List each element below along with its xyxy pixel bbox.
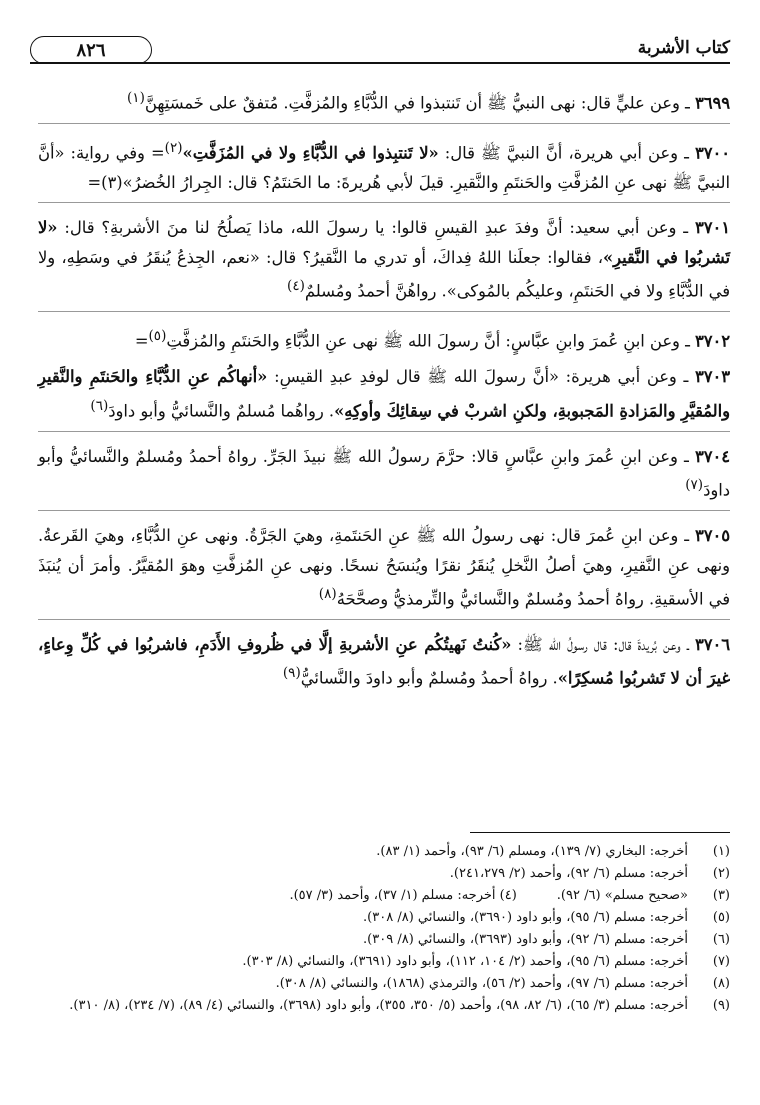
- hadith-number: ٣٧٠٦: [695, 634, 731, 654]
- footnote-item: (٧) أخرجه: مسلم (٦/ ٩٥)، وأحمد (٢/ ١٠٤، ١١٢)، وأبو داود (٣٦٩١)، والنسائي (٨/ ٣٠٣).: [242, 954, 730, 969]
- hadith-number: ٣٧٠٢: [695, 331, 730, 351]
- hadith-3699: [38, 84, 730, 124]
- hadith-text: ـ وعن ابنِ عُمرَ قال: نهى رسولُ الله ﷺ عنِ الحَنتَمةِ، وهيَ الجَرَّةُ. ونهى عنِ الدُّبَّاءِ، وهيَ القَرعةُ. ونهى عنِ النَّقيرِ، وهيَ أصلُ النَّخلِ يُنقَرُ نقرًا ويُنسَحُ نسحًا. ونهى عنِ المُزفَّتِ وهوَ المُقيَّرُ. وأمرَ أن يُنبَذَ في الأسقيةِ. رواهُ أحمدُ ومُسلمٌ والنَّسائيُّ والتِّرمذيُّ وصحَّحَهُ: [38, 526, 730, 609]
- footnote-item: (٢) أخرجه: مسلم (٦/ ٩٢)، وأحمد (٢/ ٢٤١،٢٧٩).: [449, 866, 730, 881]
- hadith-3703: ٣٧٠٣ ـ وعن أبي هريرة: «أنَّ رسولَ الله ﷺ قال لوفدِ عبدِ القيسِ: «أنهاكُم عنِ الدُّبَّاءِ والحَنتَمِ والنَّقيرِ والمُقيَّرِ والمَزادةِ المَجبوبةِ، ولكنِ اشربْ في سِقائِكَ وأوكِهِ». رواهُما مُسلمٌ والنَّسائيُّ وأبو داودَ$^{(٦)}$: [38, 362, 730, 431]
- footnotes: [38, 832, 730, 1017]
- hadith-number: ٣٧٠٣: [695, 367, 731, 387]
- footnote-ref: (٩): [282, 665, 301, 682]
- footnote-ref: (٢): [164, 139, 183, 156]
- footnote-ref: (٦): [90, 397, 109, 414]
- hadith-number: ٣٧٠٠: [695, 143, 730, 163]
- page-number: ٨٢٦: [30, 36, 152, 64]
- hadith-number: ٣٧٠١: [695, 218, 730, 238]
- hadith-text: ـ وعن ابنِ عُمرَ وابنِ عبَّاسٍ: أنَّ رسولَ الله ﷺ نهى عنِ الدُّبَّاءِ والحَنتَمِ والمُزفَّتِ: [166, 331, 696, 351]
- header-rule: [30, 62, 730, 64]
- footnote-item: (٣) «صحيح مسلم» (٦/ ٩٢).(٤) أخرجه: مسلم (١/ ٣٧)، وأحمد (٣/ ٥٧).: [289, 888, 730, 903]
- footnote-item: (٥) أخرجه: مسلم (٦/ ٩٥)، وأبو داود (٣٦٩٠)، والنسائي (٨/ ٣٠٨).: [363, 910, 730, 925]
- hadith-text: ـ وعن ابنِ عُمرَ وابنِ عبَّاسٍ قالا: حرَّمَ رسولُ الله ﷺ نبيذَ الجَرِّ. رواهُ أحمدُ ومُسلمٌ والنَّسائيُّ وأبو داودَ: [38, 446, 730, 500]
- hadith-text: ـ وعن بُريدةَ قال: قال رسولُ الله ﷺ:: [511, 634, 696, 654]
- page-header: [30, 38, 730, 78]
- hadith-text: ـ وعن أبي سعيد: أنَّ وفدَ عبدِ القيسِ قالوا: يا رسولَ الله، ماذا يَصلُحُ لنا منَ الأشربةِ؟ قال:: [57, 218, 696, 238]
- footnote-ref: (٥): [148, 328, 167, 345]
- hadith-3704: [38, 442, 730, 511]
- hadith-quote: «أنهاكُم عنِ الدُّبَّاءِ والحَنتَمِ والنَّقيرِ والمُقيَّرِ والمَزادةِ المَجبوبةِ، ولكنِ اشربْ في سِقائِكَ وأوكِهِ»: [38, 367, 730, 421]
- hadith-3701: ٣٧٠١ ـ وعن أبي سعيد: أنَّ وفدَ عبدِ القيسِ قالوا: يا رسولَ الله، ماذا يَصلُحُ لنا منَ الأشربةِ؟ قال: «لا تَشربُوا في النَّقيرِ»، فقالوا: جعلَنا اللهُ فِداكَ، أو تدري ما النَّقيرُ؟ قال: «نعم، الجِذعُ يُنقَرُ في وسَطِهِ، ولا في الدُّبَّاءِ ولا في الحَنتَمِ، وعليكُم بالمُوكى». رواهُنَّ أحمدُ ومُسلمٌ$^{(٤)}$: [38, 213, 730, 312]
- hadith-3700: ٣٧٠٠ ـ وعن أبي هريرة، أنَّ النبيَّ ﷺ قال: «لا تَنتبِذوا في الدُّبَّاءِ ولا في المُزَفَّتِ»$^{(٢)}$= وفي رواية: «أنَّ النبيَّ ﷺ نهى عنِ المُزفَّتِ والحَنتَمِ والنَّقيرِ. قيلَ لأبي هُريرةَ: ما الحَنتَمُ؟ قال: الجِرارُ الخُضرُ»(٣)=: [38, 134, 730, 203]
- footnote-item: (١) أخرجه: البخاري (٧/ ١٣٩)، ومسلم (٦/ ٩٣)، وأحمد (١/ ٨٣).: [376, 844, 730, 859]
- hadith-quote: «لا تَنتبِذوا في الدُّبَّاءِ ولا في المُزَفَّتِ»: [182, 143, 439, 163]
- hadith-number: ٣٦٩٩: [695, 93, 730, 113]
- footnote-ref: (٨): [318, 586, 337, 603]
- hadith-text: ـ وعن أبي هريرة: «أنَّ رسولَ الله ﷺ قال لوفدِ عبدِ القيسِ:: [267, 367, 696, 387]
- hadith-text: ـ وعن عليٍّ قال: نهى النبيُّ ﷺ أن تَنتبذوا في الدُّبَّاءِ والمُزفَّتِ. مُتفقٌ على خَمسَتِهِنَّ: [144, 93, 696, 113]
- hadith-3702: ٣٧٠٢ ـ وعن ابنِ عُمرَ وابنِ عبَّاسٍ: أنَّ رسولَ الله ﷺ نهى عنِ الدُّبَّاءِ والحَنتَمِ والمُزفَّتِ$^{(٥)}$=: [134, 328, 730, 351]
- hadith-number: ٣٧٠٤: [695, 446, 730, 466]
- footnote-ref: (٧): [685, 477, 704, 494]
- book-title: كتاب الأشربة: [637, 38, 730, 58]
- hadith-quote: «كُنتُ نَهيتُكُم عنِ الأشربةِ إلَّا في ظُروفِ الأَدَمِ، فاشربُوا في كُلِّ وِعاءٍ، غيرَ أن لا تَشربُوا مُسكِرًا»: [38, 634, 730, 688]
- footnote-ref: (١): [126, 90, 145, 106]
- footnote-rule: [470, 832, 730, 833]
- footnote-ref: (٤): [287, 278, 305, 295]
- footnote-item: (٦) أخرجه: مسلم (٦/ ٩٢)، وأبو داود (٣٦٩٣)، والنسائي (٨/ ٣٠٩).: [363, 932, 730, 947]
- footnote-item: (٨) أخرجه: مسلم (٦/ ٩٧)، وأحمد (٢/ ٥٦)، والترمذي (١٨٦٨)، والنسائي (٨/ ٣٠٨).: [275, 976, 730, 991]
- hadith-number: ٣٧٠٥: [695, 526, 730, 546]
- hadith-list: [38, 84, 730, 699]
- footnote-item: (٩) أخرجه: مسلم (٣/ ٦٥)، (٦/ ٨٢، ٩٨)، وأحمد (٥/ ٣٥٠، ٣٥٥)، وأبو داود (٣٦٩٨)، والنسائي (٤/ ٨٩)، (٧/ ٢٣٤)، (٨/ ٣١٠).: [69, 998, 730, 1013]
- hadith-quote: «لا تَشربُوا في النَّقيرِ»: [38, 218, 730, 267]
- hadith-text: ـ وعن أبي هريرة، أنَّ النبيَّ ﷺ قال:: [438, 143, 696, 163]
- hadith-3705: [38, 521, 730, 620]
- hadith-3706: ٣٧٠٦ ـ وعن بُريدةَ قال: قال رسولُ الله ﷺ: «كُنتُ نَهيتُكُم عنِ الأشربةِ إلَّا في ظُروفِ الأَدَمِ، فاشربُوا في كُلِّ وِعاءٍ، غيرَ أن لا تَشربُوا مُسكِرًا». رواهُ أحمدُ ومُسلمٌ وأبو داودَ والنَّسائيُّ$^{(٩)}$: [38, 634, 731, 688]
